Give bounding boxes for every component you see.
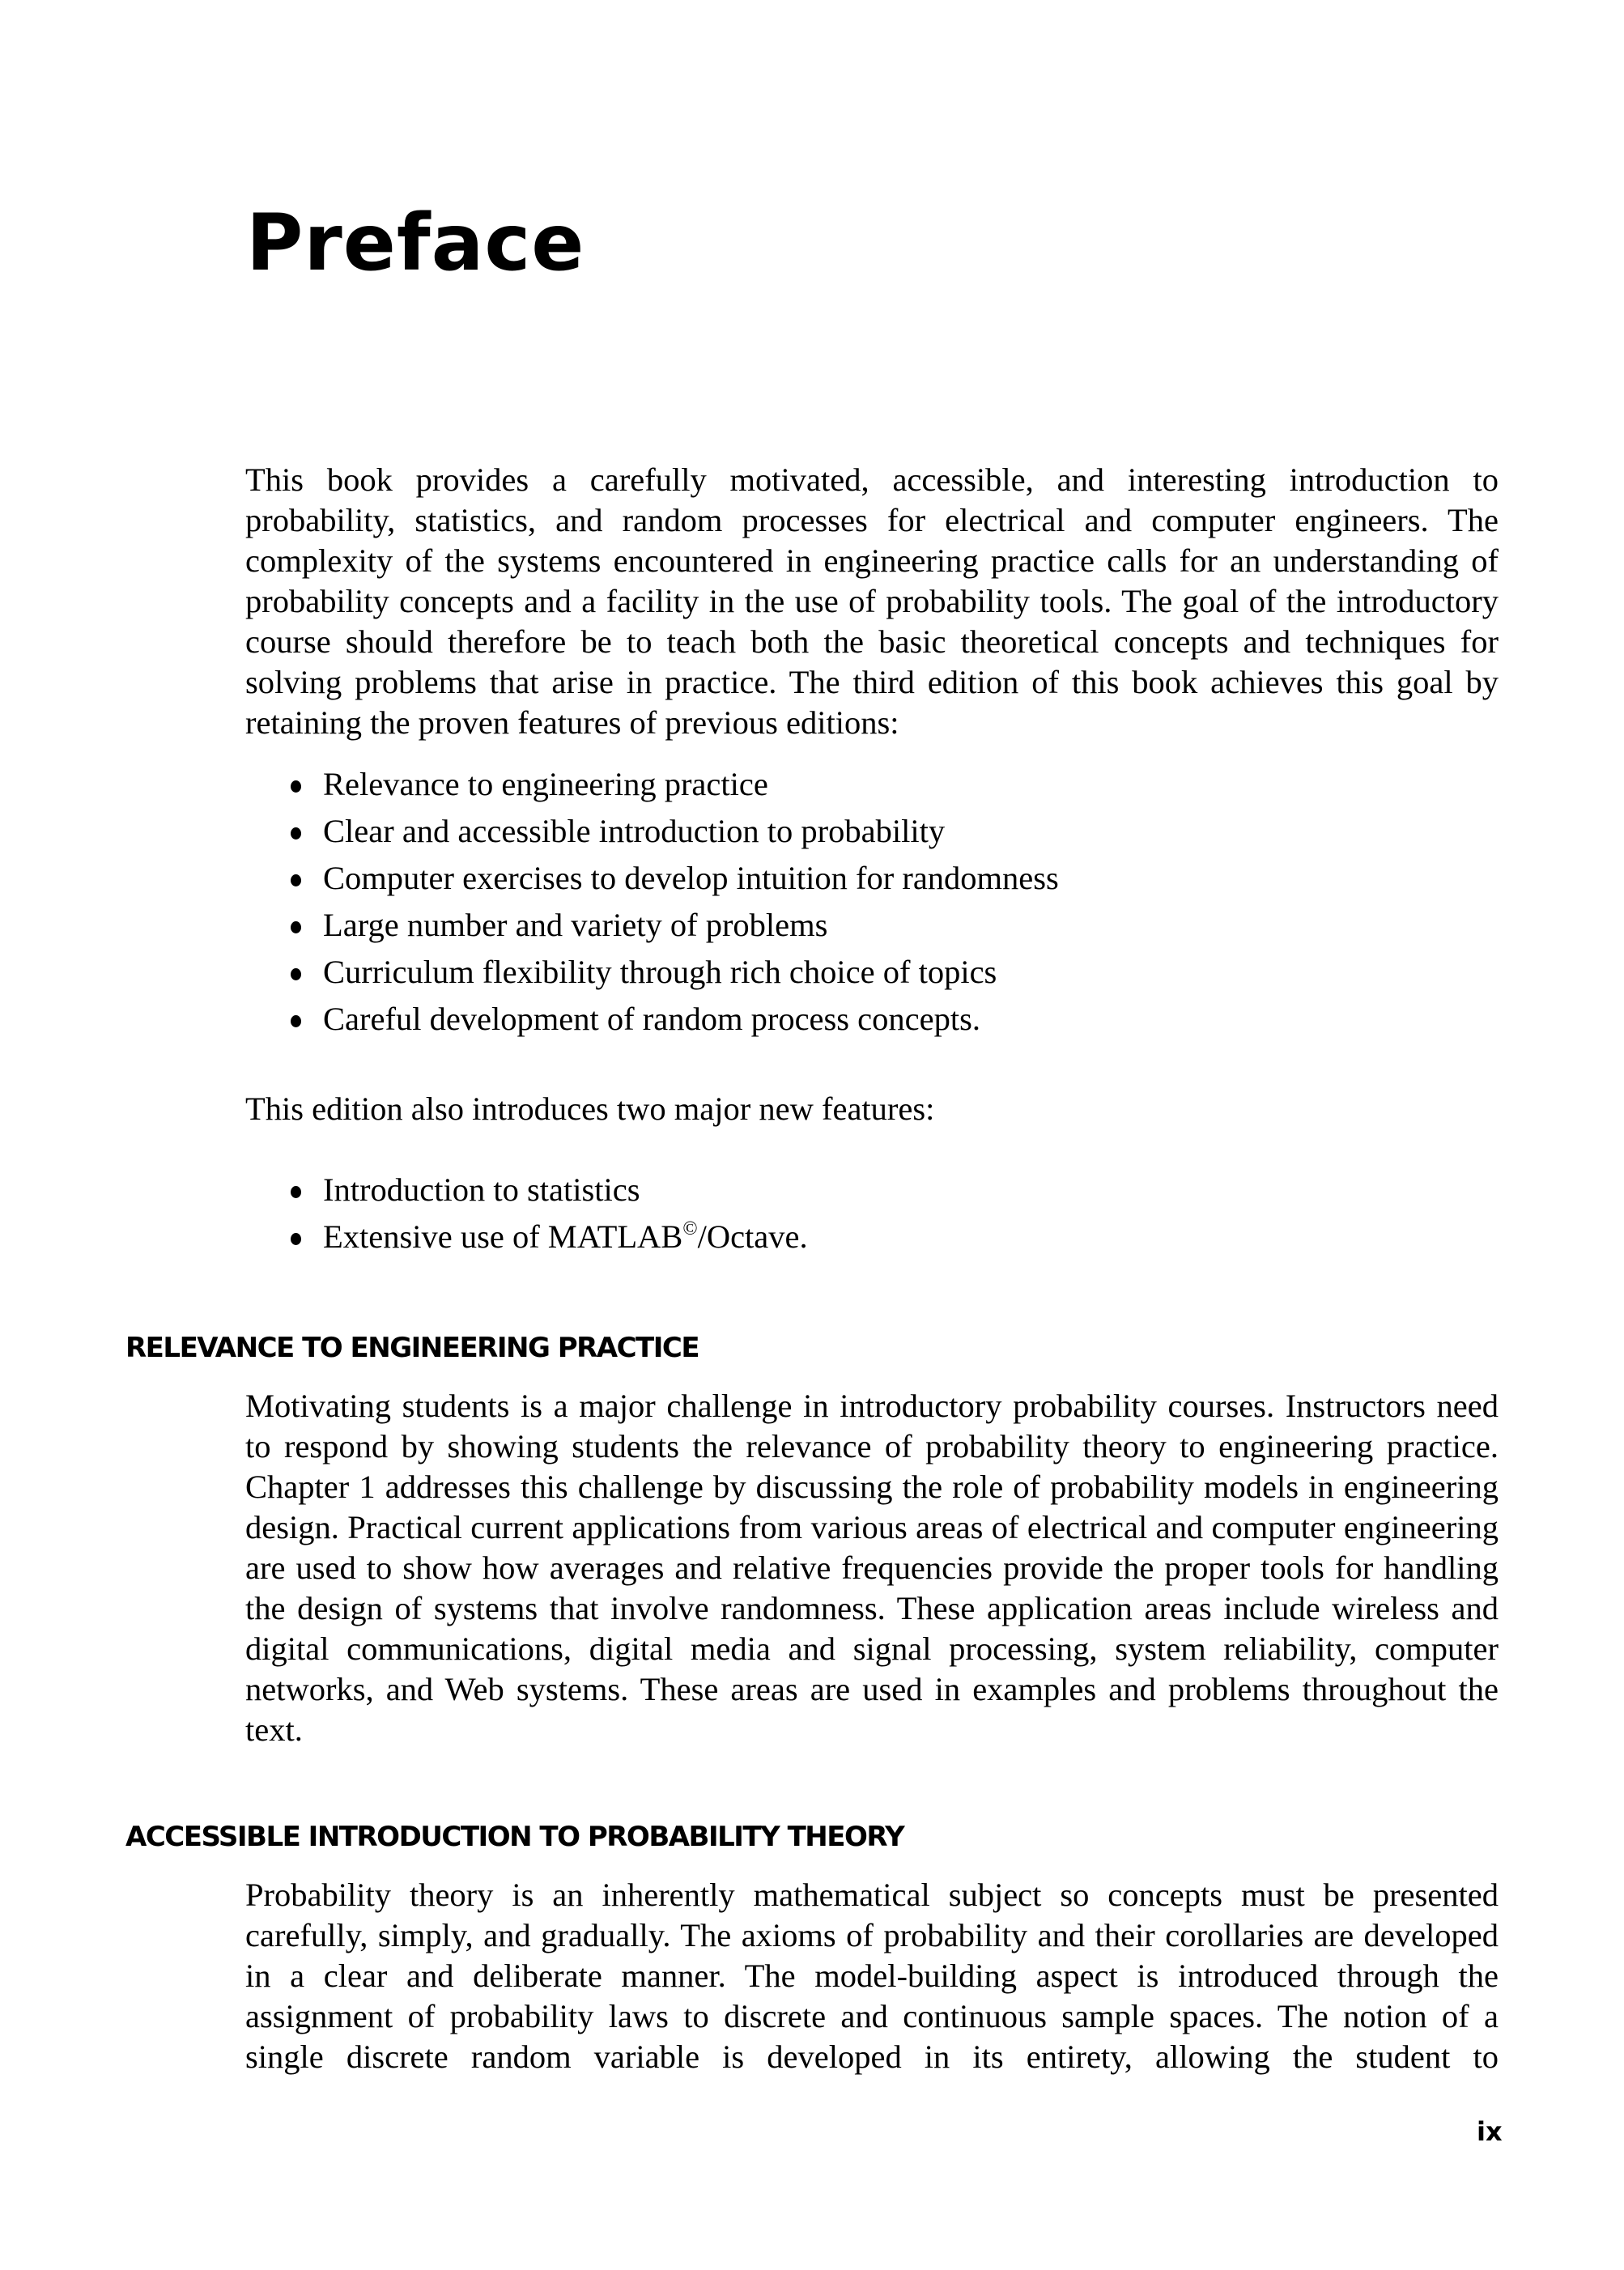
new-feature-text-suffix: /Octave. bbox=[697, 1218, 808, 1255]
bullet-icon bbox=[291, 874, 301, 886]
features-list bbox=[245, 761, 1499, 1043]
list-item bbox=[245, 996, 1499, 1043]
list-item bbox=[245, 902, 1499, 949]
bullet-icon bbox=[291, 1233, 301, 1245]
section-heading-accessible: ACCESSIBLE INTRODUCTION TO PROBABILITY THEORY bbox=[125, 1821, 904, 1853]
feature-text: Curriculum flexibility through rich choice of topics bbox=[323, 954, 997, 990]
feature-text: Computer exercises to develop intuition for randomness bbox=[323, 860, 1059, 896]
feature-text: Large number and variety of problems bbox=[323, 907, 828, 943]
copyright-superscript: © bbox=[682, 1218, 698, 1239]
new-feature-text: Introduction to statistics bbox=[323, 1171, 640, 1208]
feature-text: Relevance to engineering practice bbox=[323, 766, 768, 802]
page-title: Preface bbox=[246, 198, 585, 288]
new-feature-text: Extensive use of MATLAB bbox=[323, 1218, 683, 1255]
bullet-icon bbox=[291, 968, 301, 980]
bullet-icon bbox=[291, 827, 301, 840]
section-paragraph-accessible: Probability theory is an inherently mathematical subject so concepts must be presented carefully, simply, and gradually. The axioms of probability and their corollaries are developed in a clear and deliberate manner. The model-building aspect is introduced through the assignment of probability laws to discrete and continuous sample spaces. The notion of a single discrete random variable is developed in its entirety, allowing the student to bbox=[245, 1877, 1499, 2075]
intro-paragraph: This book provides a carefully motivated, accessible, and interesting introduction to probability, statistics, and random processes for electrical and computer engineers. The complexity of the systems encountered in engineering practice calls for an understanding of probability concepts and a facility in the use of probability tools. The goal of the introductory course should therefore be to teach both the basic theoretical concepts and techniques for solving problems that arise in practice. The third edition of this book achieves this goal by retaining the proven features of previous editions: bbox=[245, 461, 1499, 741]
bullet-icon bbox=[291, 1015, 301, 1027]
new-features-list bbox=[245, 1167, 1499, 1260]
feature-text: Careful development of random process concepts. bbox=[323, 1001, 980, 1037]
new-features-lead: This edition also introduces two major new features: bbox=[245, 1090, 935, 1127]
list-item bbox=[245, 1214, 1499, 1260]
bullet-icon bbox=[291, 780, 301, 793]
list-item bbox=[245, 761, 1499, 808]
page-number: ix bbox=[1477, 2116, 1503, 2147]
list-item bbox=[245, 1167, 1499, 1214]
section-paragraph-relevance: Motivating students is a major challenge in introductory probability courses. Instructors need to respond by showing students the relevance of probability theory to engineering practice. Chapter 1 addresses this challenge by discussing the role of probability models in engineering design. Practical current applications from various areas of electrical and computer engineering are used to show how averages and relative frequencies provide the proper tools for handling the design of systems that involve randomness. These application areas include wireless and digital communications, digital media and signal processing, system reliability, computer networks, and Web systems. These areas are used in examples and problems throughout the text. bbox=[245, 1388, 1499, 1748]
feature-text: Clear and accessible introduction to probability bbox=[323, 813, 946, 849]
list-item bbox=[245, 855, 1499, 902]
bullet-icon bbox=[291, 921, 301, 933]
bullet-icon bbox=[291, 1186, 301, 1198]
section-heading-relevance: RELEVANCE TO ENGINEERING PRACTICE bbox=[125, 1332, 699, 1364]
list-item bbox=[245, 949, 1499, 996]
list-item bbox=[245, 808, 1499, 855]
